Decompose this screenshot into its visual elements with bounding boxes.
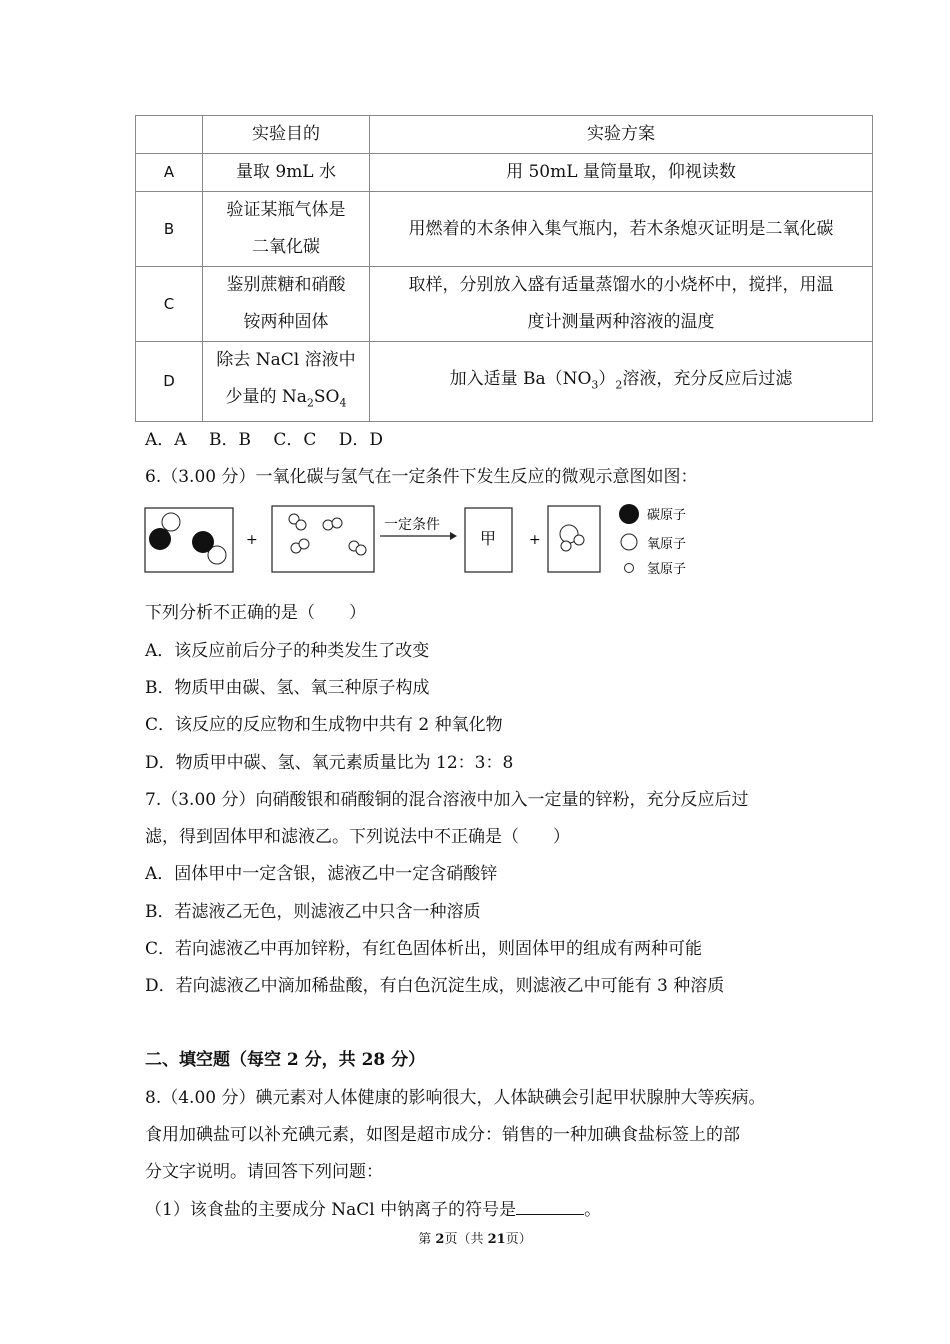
table-row — [136, 342, 873, 422]
row-label: C — [136, 267, 203, 342]
table-header-cell: 实验方案 — [370, 116, 873, 154]
row-label: A — [136, 154, 203, 192]
row-plan: 用 50mL 量筒量取，仰视读数 — [370, 154, 873, 192]
row-plan: 用燃着的木条伸入集气瓶内，若木条熄灭证明是二氧化碳 — [370, 192, 873, 267]
reactant-box-h2 — [272, 506, 374, 572]
table-header-row — [136, 116, 873, 154]
table-header-cell: 实验目的 — [203, 116, 370, 154]
q6-option: B．物质甲由碳、氢、氧三种原子构成 — [145, 678, 430, 698]
q7-stem: 7.（3.00 分）向硝酸银和硝酸铜的混合溶液中加入一定量的锌粉，充分反应后过 — [145, 790, 749, 810]
experiment-table — [135, 115, 873, 422]
q7-option: C．若向滤液乙中再加锌粉，有红色固体析出，则固体甲的组成有两种可能 — [145, 939, 703, 959]
product-label: 甲 — [480, 529, 497, 548]
row-purpose: 除去 NaCl 溶液中 少量的 $Na_2SO_4$ — [203, 342, 370, 422]
q6-option: D．物质甲中碳、氢、氧元素质量比为 12：3：8 — [145, 753, 514, 773]
table-row — [136, 192, 873, 267]
legend-label: 氢原子 — [647, 562, 687, 577]
table-header-cell — [136, 116, 203, 154]
legend-label: 氧原子 — [647, 537, 687, 552]
row-purpose: 验证某瓶气体是 二氧化碳 — [203, 192, 370, 267]
carbon-atom — [149, 528, 171, 550]
reaction-diagram — [140, 498, 710, 580]
q8-sub1: （1）该食盐的主要成分 NaCl 中钠离子的符号是 。 — [145, 1200, 602, 1220]
q7-option: A．固体甲中一定含银，滤液乙中一定含硝酸锌 — [145, 864, 498, 884]
row-plan: 取样，分别放入盛有适量蒸馏水的小烧杯中，搅拌，用温 度计测量两种溶液的温度 — [370, 267, 873, 342]
row-label: D — [136, 342, 203, 422]
q8-stem: 食用加碘盐可以补充碘元素，如图是超市成分：销售的一种加碘食盐标签上的部 — [145, 1125, 740, 1145]
q8-stem: 8.（4.00 分）碘元素对人体健康的影响很大，人体缺碘会引起甲状腺肿大等疾病。 — [145, 1088, 766, 1108]
q6-question: 下列分析不正确的是（ ） — [145, 603, 366, 623]
row-plan: 加入适量 $Ba(NO_3)_2$溶液，充分反应后过滤 — [370, 342, 873, 422]
page-footer: 第 2页（共 21页） — [418, 1232, 532, 1247]
row-label: B — [136, 192, 203, 267]
q6-option: C．该反应的反应物和生成物中共有 2 种氧化物 — [145, 715, 503, 735]
legend-label: 碳原子 — [647, 508, 687, 523]
legend-carbon-icon — [619, 504, 639, 524]
q5-options: A．A B．B C．C D．D — [145, 430, 384, 450]
row-purpose: 量取 9mL 水 — [203, 154, 370, 192]
arrow-label: 一定条件 — [384, 517, 440, 533]
oxygen-atom — [162, 513, 180, 531]
legend-oxygen-icon — [621, 534, 637, 550]
plus-sign: + — [246, 532, 258, 548]
q6-option: A．该反应前后分子的种类发生了改变 — [145, 641, 430, 661]
q8-stem: 分文字说明。请回答下列问题： — [145, 1162, 383, 1182]
table-row — [136, 267, 873, 342]
q7-option: D．若向滤液乙中滴加稀盐酸，有白色沉淀生成，则滤液乙中可能有 3 种溶质 — [145, 976, 725, 996]
carbon-atom — [192, 531, 214, 553]
table-row — [136, 154, 873, 192]
q7-option: B．若滤液乙无色，则滤液乙中只含一种溶质 — [145, 902, 481, 922]
legend-hydrogen-icon — [625, 564, 634, 573]
q6-stem: 6.（3.00 分）一氧化碳与氢气在一定条件下发生反应的微观示意图如图： — [145, 467, 698, 487]
q7-stem: 滤，得到固体甲和滤液乙。下列说法中不正确是（ ） — [145, 827, 570, 847]
section-heading: 二、填空题（每空 2 分，共 28 分） — [145, 1050, 426, 1070]
plus-sign: + — [529, 532, 541, 548]
row-purpose: 鉴别蔗糖和硝酸 铵两种固体 — [203, 267, 370, 342]
answer-blank[interactable] — [516, 1198, 584, 1215]
